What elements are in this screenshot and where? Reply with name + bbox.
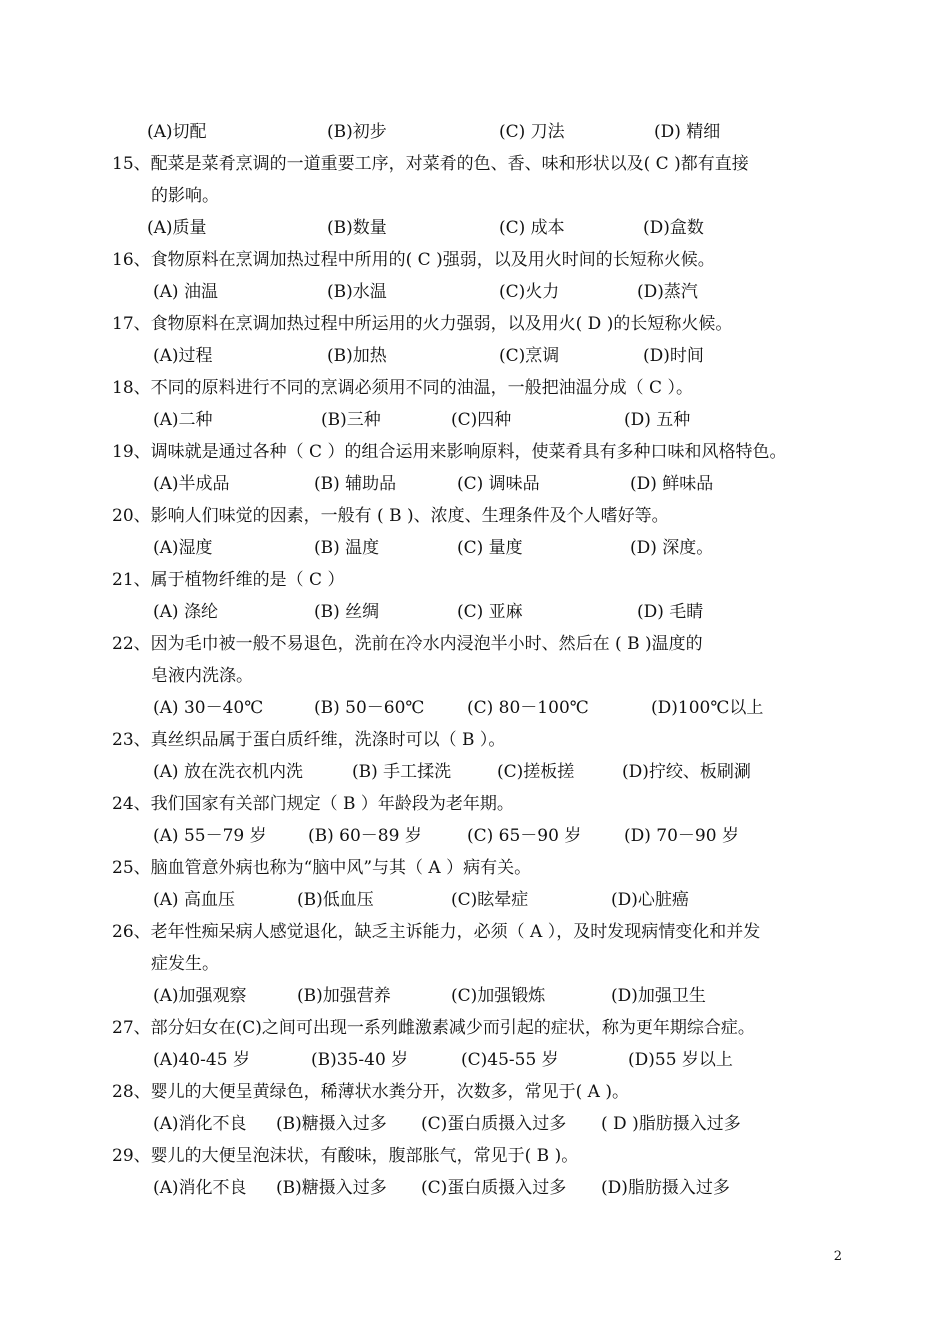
question-text: 23、真丝织品属于蛋白质纤维，洗涤时可以（ B ）。 bbox=[112, 730, 506, 750]
answer-option: (D)心脏癌 bbox=[611, 890, 689, 910]
answer-option: (D)时间 bbox=[643, 346, 704, 366]
answer-option: (C)蛋白质摄入过多 bbox=[421, 1178, 567, 1198]
answer-option: (B)加热 bbox=[327, 346, 387, 366]
answer-option: (A) 放在洗衣机内洗 bbox=[153, 762, 303, 782]
answer-option: (C)蛋白质摄入过多 bbox=[421, 1114, 567, 1134]
answer-option: (A)40-45 岁 bbox=[153, 1050, 250, 1070]
answer-option: (D)加强卫生 bbox=[611, 986, 706, 1006]
question-text: 25、脑血管意外病也称为“脑中风”与其（ A ）病有关。 bbox=[112, 858, 532, 878]
answer-option: (C) 成本 bbox=[499, 218, 565, 238]
answer-option: (D)脂肪摄入过多 bbox=[601, 1178, 730, 1198]
answer-option: (C)四种 bbox=[451, 410, 512, 430]
answer-option: (C) 量度 bbox=[457, 538, 523, 558]
answer-option: (C) 刀法 bbox=[499, 122, 565, 142]
answer-option: (A) 30－40℃ bbox=[153, 698, 264, 718]
answer-option: (B)糖摄入过多 bbox=[276, 1114, 387, 1134]
answer-option: (C)搓板搓 bbox=[497, 762, 575, 782]
question-text: 15、配菜是菜肴烹调的一道重要工序，对菜肴的色、香、味和形状以及( C )都有直接 bbox=[112, 154, 749, 174]
answer-option: (D)55 岁以上 bbox=[628, 1050, 733, 1070]
answer-option: (A)质量 bbox=[147, 218, 207, 238]
answer-option: (C)眩晕症 bbox=[451, 890, 529, 910]
question-text: 22、因为毛巾被一般不易退色，洗前在冷水内浸泡半小时、然后在 ( B )温度的 bbox=[112, 634, 703, 654]
answer-option: (A)湿度 bbox=[153, 538, 213, 558]
question-text: 26、老年性痴呆病人感觉退化，缺乏主诉能力，必须（ A ），及时发现病情变化和并发 bbox=[112, 922, 761, 942]
answer-option: (B) 温度 bbox=[314, 538, 380, 558]
answer-option: (A)二种 bbox=[153, 410, 213, 430]
answer-option: (B)低血压 bbox=[297, 890, 374, 910]
question-text: 28、婴儿的大便呈黄绿色，稀薄状水粪分开，次数多，常见于( A )。 bbox=[112, 1082, 629, 1102]
answer-option: (B) 辅助品 bbox=[314, 474, 397, 494]
answer-option: (D) 70－90 岁 bbox=[624, 826, 739, 846]
question-text: 18、不同的原料进行不同的烹调必须用不同的油温，一般把油温分成（ C ）。 bbox=[112, 378, 693, 398]
question-text: 16、食物原料在烹调加热过程中所用的( C )强弱，以及用火时间的长短称火候。 bbox=[112, 250, 715, 270]
answer-option: (A)加强观察 bbox=[153, 986, 247, 1006]
question-text: 19、调味就是通过各种（ C ）的组合运用来影响原料，使菜肴具有多种口味和风格特色。 bbox=[112, 442, 787, 462]
question-continuation: 皂液内洗涤。 bbox=[151, 666, 253, 686]
answer-option: (C)火力 bbox=[499, 282, 560, 302]
answer-option: (B) 50－60℃ bbox=[314, 698, 425, 718]
answer-option: (B)初步 bbox=[327, 122, 387, 142]
question-continuation: 症发生。 bbox=[151, 954, 219, 974]
question-text: 21、属于植物纤维的是（ C ） bbox=[112, 570, 345, 590]
answer-option: (C) 65－90 岁 bbox=[467, 826, 582, 846]
answer-option: (A)消化不良 bbox=[153, 1114, 247, 1134]
answer-option: (C)加强锻炼 bbox=[451, 986, 546, 1006]
answer-option: (B)水温 bbox=[327, 282, 387, 302]
question-text: 27、部分妇女在(C)之间可出现一系列雌激素减少而引起的症状，称为更年期综合症。 bbox=[112, 1018, 755, 1038]
answer-option: (D) 深度。 bbox=[630, 538, 714, 558]
answer-option: (D)拧绞、板刷涮 bbox=[622, 762, 751, 782]
answer-option: (D) 毛睛 bbox=[637, 602, 704, 622]
answer-option: (B)35-40 岁 bbox=[311, 1050, 409, 1070]
answer-option: (A)切配 bbox=[147, 122, 207, 142]
answer-option: (D)100℃以上 bbox=[651, 698, 764, 718]
answer-option: (C)45-55 岁 bbox=[461, 1050, 559, 1070]
answer-option: (B) 丝绸 bbox=[314, 602, 380, 622]
answer-option: (A)消化不良 bbox=[153, 1178, 247, 1198]
answer-option: (A) 55－79 岁 bbox=[153, 826, 267, 846]
answer-option: (D)盒数 bbox=[643, 218, 704, 238]
answer-option: (B) 手工揉洗 bbox=[352, 762, 452, 782]
question-text: 29、婴儿的大便呈泡沫状，有酸味，腹部胀气，常见于( B )。 bbox=[112, 1146, 579, 1166]
answer-option: (C)烹调 bbox=[499, 346, 560, 366]
answer-option: (D) 五种 bbox=[624, 410, 691, 430]
page-number: 2 bbox=[833, 1249, 842, 1264]
answer-option: (C) 80－100℃ bbox=[467, 698, 589, 718]
question-text: 17、食物原料在烹调加热过程中所运用的火力强弱，以及用火( D )的长短称火候。 bbox=[112, 314, 733, 334]
answer-option: (C) 亚麻 bbox=[457, 602, 523, 622]
answer-option: ( D )脂肪摄入过多 bbox=[601, 1114, 741, 1134]
question-text: 24、我们国家有关部门规定（ B ）年龄段为老年期。 bbox=[112, 794, 514, 814]
answer-option: (B)加强营养 bbox=[297, 986, 391, 1006]
answer-option: (B)糖摄入过多 bbox=[276, 1178, 387, 1198]
answer-option: (C) 调味品 bbox=[457, 474, 540, 494]
answer-option: (D)蒸汽 bbox=[637, 282, 698, 302]
answer-option: (D) 精细 bbox=[654, 122, 721, 142]
question-text: 20、影响人们味觉的因素，一般有 ( B )、浓度、生理条件及个人嗜好等。 bbox=[112, 506, 669, 526]
answer-option: (A)过程 bbox=[153, 346, 213, 366]
answer-option: (A) 油温 bbox=[153, 282, 218, 302]
answer-option: (B)三种 bbox=[321, 410, 381, 430]
answer-option: (D) 鲜味品 bbox=[630, 474, 714, 494]
answer-option: (A) 高血压 bbox=[153, 890, 235, 910]
answer-option: (B) 60－89 岁 bbox=[308, 826, 422, 846]
answer-option: (B)数量 bbox=[327, 218, 387, 238]
answer-option: (A)半成品 bbox=[153, 474, 230, 494]
answer-option: (A) 涤纶 bbox=[153, 602, 218, 622]
question-continuation: 的影响。 bbox=[151, 186, 219, 206]
